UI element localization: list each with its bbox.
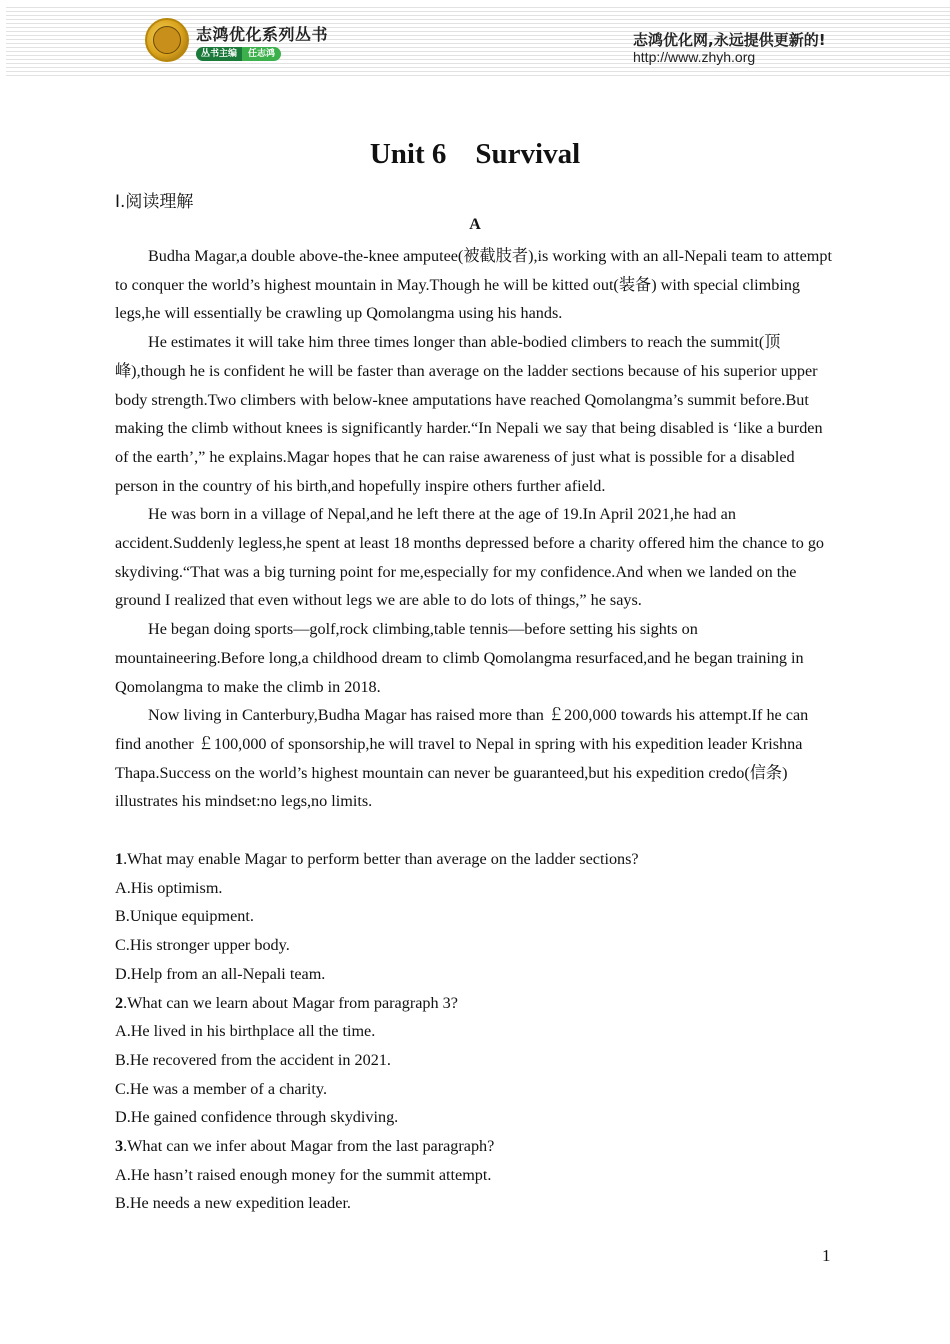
publisher-logo-icon bbox=[145, 18, 189, 62]
option: B.He needs a new expedition leader. bbox=[115, 1194, 351, 1213]
section-heading: Ⅰ.阅读理解 bbox=[115, 192, 194, 212]
reading-passage bbox=[115, 242, 837, 816]
page-number: 1 bbox=[822, 1246, 831, 1265]
header-url: http://www.zhyh.org bbox=[633, 49, 756, 65]
option: A.He lived in his birthplace all the time. bbox=[115, 1022, 376, 1041]
question-number: 3 bbox=[115, 1137, 124, 1156]
option: C.His stronger upper body. bbox=[115, 936, 290, 955]
passage-paragraph: He estimates it will take him three times longer than able-bodied climbers to reach the summit(顶峰),though he is confident he will be faster than average on the ladder sections because of his superior upper body strength.Two climbers with below-knee amputations have reached Qomolangma’s summit before.But making the climb without knees is significantly harder.“In Nepali we say that being disabled is ‘like a burden of the earth’,” he explains.Magar hopes that he can raise awareness of just what is possible for a disabled person in the country of his birth,and hopefully inspire others further afield. bbox=[115, 333, 823, 495]
question-3 bbox=[115, 1132, 837, 1161]
brand-subtitle bbox=[196, 47, 281, 61]
passage-paragraph: He was born in a village of Nepal,and he left there at the age of 19.In April 2021,he had an accident.Suddenly legless,he spent at least 18 months depressed before a charity offered him the chance to go skydiving.“That was a big turning point for me,especially for my confidence.And when we landed on the ground I realized that even without legs we are able to do lots of things,” he says. bbox=[115, 505, 825, 610]
option: D.Help from an all-Nepali team. bbox=[115, 964, 326, 983]
page-title: Unit 6 Survival bbox=[369, 138, 581, 170]
question-text: .What may enable Magar to perform better than average on the ladder sections? bbox=[123, 850, 639, 868]
passage-paragraph: He began doing sports—golf,rock climbing,table tennis—before setting his sights on mountaineering.Before long,a childhood dream to climb Qomolangma resurfaced,and he began training in Qomolangma to make the climb in 2018. bbox=[115, 620, 804, 696]
option: B.He recovered from the accident in 2021. bbox=[115, 1050, 391, 1069]
passage-paragraph: Now living in Canterbury,Budha Magar has raised more than ￡200,000 towards his attempt.If he can find another ￡100,000 of sponsorship,he will travel to Nepal in spring with his expedition leader Krishna Thapa.Success on the world’s highest mountain can never be guaranteed,but his expedition credo(信条) illustrates his mindset:no legs,no limits. bbox=[115, 706, 809, 811]
question-1 bbox=[115, 845, 837, 874]
question-list bbox=[115, 845, 837, 1218]
header-slogan: 志鸿优化网,永远提供更新的! bbox=[633, 31, 826, 49]
question-text: .What can we learn about Magar from paragraph 3? bbox=[123, 993, 458, 1012]
question-number: 2 bbox=[115, 993, 124, 1012]
question-text: .What can we infer about Magar from the last paragraph? bbox=[123, 1137, 495, 1156]
option: A.His optimism. bbox=[115, 878, 223, 897]
passage-label: A bbox=[469, 216, 481, 233]
brand-sub-editor: 任志鸿 bbox=[242, 47, 281, 61]
passage-paragraph: Budha Magar,a double above-the-knee amputee(被截肢者),is working with an all-Nepali team to attempt to conquer the world’s highest mountain in May.Though he will be kitted out(装备) with special climbing legs,he will essentially be crawling up Qomolangma using his hands. bbox=[115, 247, 832, 323]
option: D.He gained confidence through skydiving. bbox=[115, 1108, 399, 1127]
brand-sub-label: 丛书主编 bbox=[196, 47, 242, 61]
option: B.Unique equipment. bbox=[115, 907, 254, 926]
question-2 bbox=[115, 989, 837, 1018]
option: A.He hasn’t raised enough money for the summit attempt. bbox=[115, 1165, 492, 1184]
option: C.He was a member of a charity. bbox=[115, 1079, 328, 1098]
brand-title: 志鸿优化系列丛书 bbox=[196, 25, 329, 44]
question-number: 1 bbox=[115, 850, 124, 868]
